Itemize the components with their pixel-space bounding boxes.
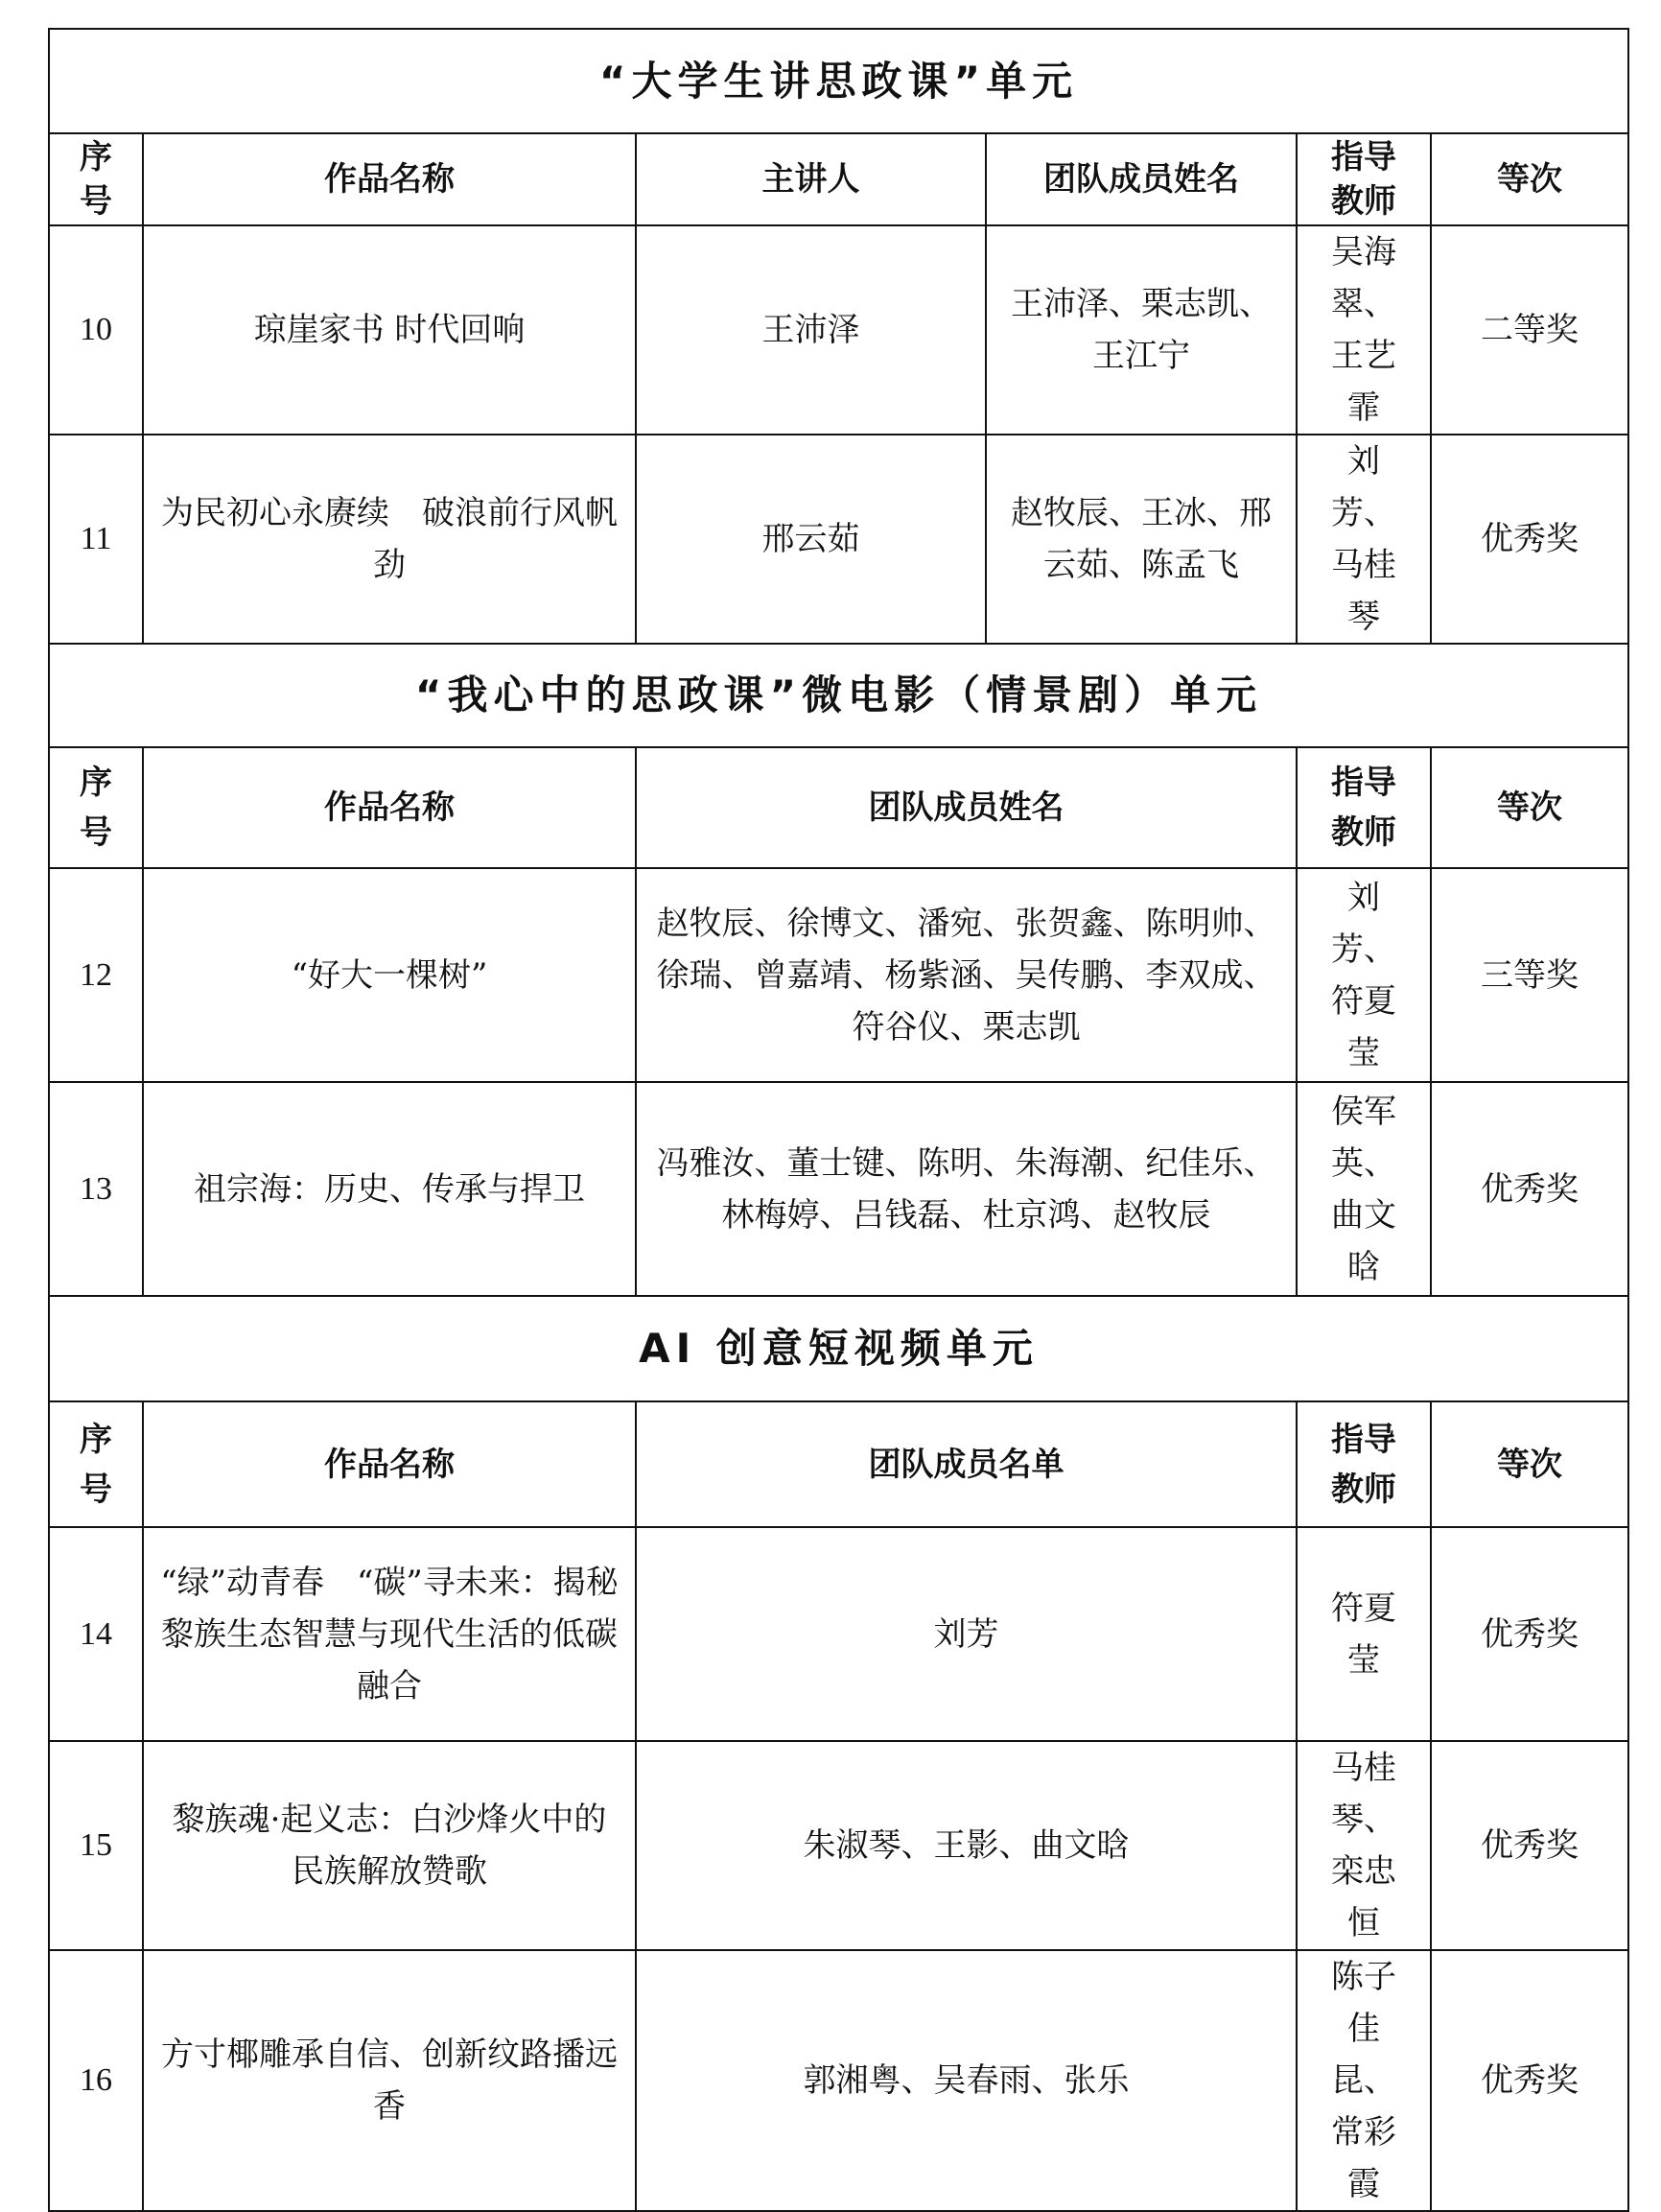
table-row (49, 1527, 1628, 1741)
header-teacher: 指导教师 (1297, 1401, 1431, 1527)
table-row (49, 1741, 1628, 1950)
section-title-row (49, 1296, 1628, 1401)
header-work: 作品名称 (143, 133, 636, 225)
speaker: 王沛泽 (636, 225, 986, 435)
row-index: 14 (49, 1527, 143, 1741)
award-grade: 优秀奖 (1431, 1950, 1628, 2211)
work-title: 黎族魂·起义志：白沙烽火中的民族解放赞歌 (143, 1741, 636, 1950)
team-members: 赵牧辰、徐博文、潘宛、张贺鑫、陈明帅、徐瑞、曾嘉靖、杨紫涵、吴传鹏、李双成、符谷仪、栗志凯 (636, 868, 1297, 1082)
header-index: 序号 (49, 133, 143, 225)
header-row (49, 133, 1628, 225)
work-title: 琼崖家书 时代回响 (143, 225, 636, 435)
header-members: 团队成员名单 (636, 1401, 1297, 1527)
row-index: 16 (49, 1950, 143, 2211)
header-index: 序号 (49, 747, 143, 868)
header-grade: 等次 (1431, 133, 1628, 225)
header-row (49, 747, 1628, 868)
advisor: 刘芳、马桂琴 (1297, 435, 1431, 644)
team-members: 赵牧辰、王冰、邢云茹、陈孟飞 (986, 435, 1297, 644)
team-members: 郭湘粤、吴春雨、张乐 (636, 1950, 1297, 2211)
team-members: 朱淑琴、王影、曲文晗 (636, 1741, 1297, 1950)
award-grade: 优秀奖 (1431, 1527, 1628, 1741)
section-title-row (49, 644, 1628, 747)
header-teacher: 指导教师 (1297, 747, 1431, 868)
work-title: “绿”动青春 “碳”寻未来：揭秘黎族生态智慧与现代生活的低碳融合 (143, 1527, 636, 1741)
work-title: 为民初心永赓续 破浪前行风帆劲 (143, 435, 636, 644)
section-title: AI 创意短视频单元 (49, 1296, 1628, 1401)
section-title: “我心中的思政课”微电影（情景剧）单元 (49, 644, 1628, 747)
work-title: 祖宗海：历史、传承与捍卫 (143, 1082, 636, 1296)
table-row (49, 435, 1628, 644)
award-table (48, 28, 1629, 2212)
work-title: 方寸椰雕承自信、创新纹路播远香 (143, 1950, 636, 2211)
team-members: 王沛泽、栗志凯、王江宁 (986, 225, 1297, 435)
header-row (49, 1401, 1628, 1527)
header-members: 团队成员姓名 (636, 747, 1297, 868)
advisor: 陈子佳昆、常彩霞 (1297, 1950, 1431, 2211)
header-teacher: 指导教师 (1297, 133, 1431, 225)
team-members: 冯雅汝、董士键、陈明、朱海潮、纪佳乐、林梅婷、吕钱磊、杜京鸿、赵牧辰 (636, 1082, 1297, 1296)
award-grade: 三等奖 (1431, 868, 1628, 1082)
speaker: 邢云茹 (636, 435, 986, 644)
row-index: 10 (49, 225, 143, 435)
work-title: “好大一棵树” (143, 868, 636, 1082)
header-grade: 等次 (1431, 1401, 1628, 1527)
header-work: 作品名称 (143, 1401, 636, 1527)
award-grade: 优秀奖 (1431, 1082, 1628, 1296)
header-work: 作品名称 (143, 747, 636, 868)
advisor: 马桂琴、栾忠恒 (1297, 1741, 1431, 1950)
table-row (49, 1950, 1628, 2211)
advisor: 符夏莹 (1297, 1527, 1431, 1741)
award-grade: 优秀奖 (1431, 1741, 1628, 1950)
team-members: 刘芳 (636, 1527, 1297, 1741)
advisor: 刘芳、符夏莹 (1297, 868, 1431, 1082)
advisor: 侯军英、曲文晗 (1297, 1082, 1431, 1296)
row-index: 13 (49, 1082, 143, 1296)
header-grade: 等次 (1431, 747, 1628, 868)
table-row (49, 1082, 1628, 1296)
header-speaker: 主讲人 (636, 133, 986, 225)
table-row (49, 225, 1628, 435)
header-index: 序号 (49, 1401, 143, 1527)
section-title: “大学生讲思政课”单元 (49, 29, 1628, 133)
table-row (49, 868, 1628, 1082)
advisor: 吴海翠、王艺霏 (1297, 225, 1431, 435)
row-index: 11 (49, 435, 143, 644)
row-index: 15 (49, 1741, 143, 1950)
row-index: 12 (49, 868, 143, 1082)
header-members: 团队成员姓名 (986, 133, 1297, 225)
section-title-row (49, 29, 1628, 133)
award-grade: 优秀奖 (1431, 435, 1628, 644)
award-grade: 二等奖 (1431, 225, 1628, 435)
